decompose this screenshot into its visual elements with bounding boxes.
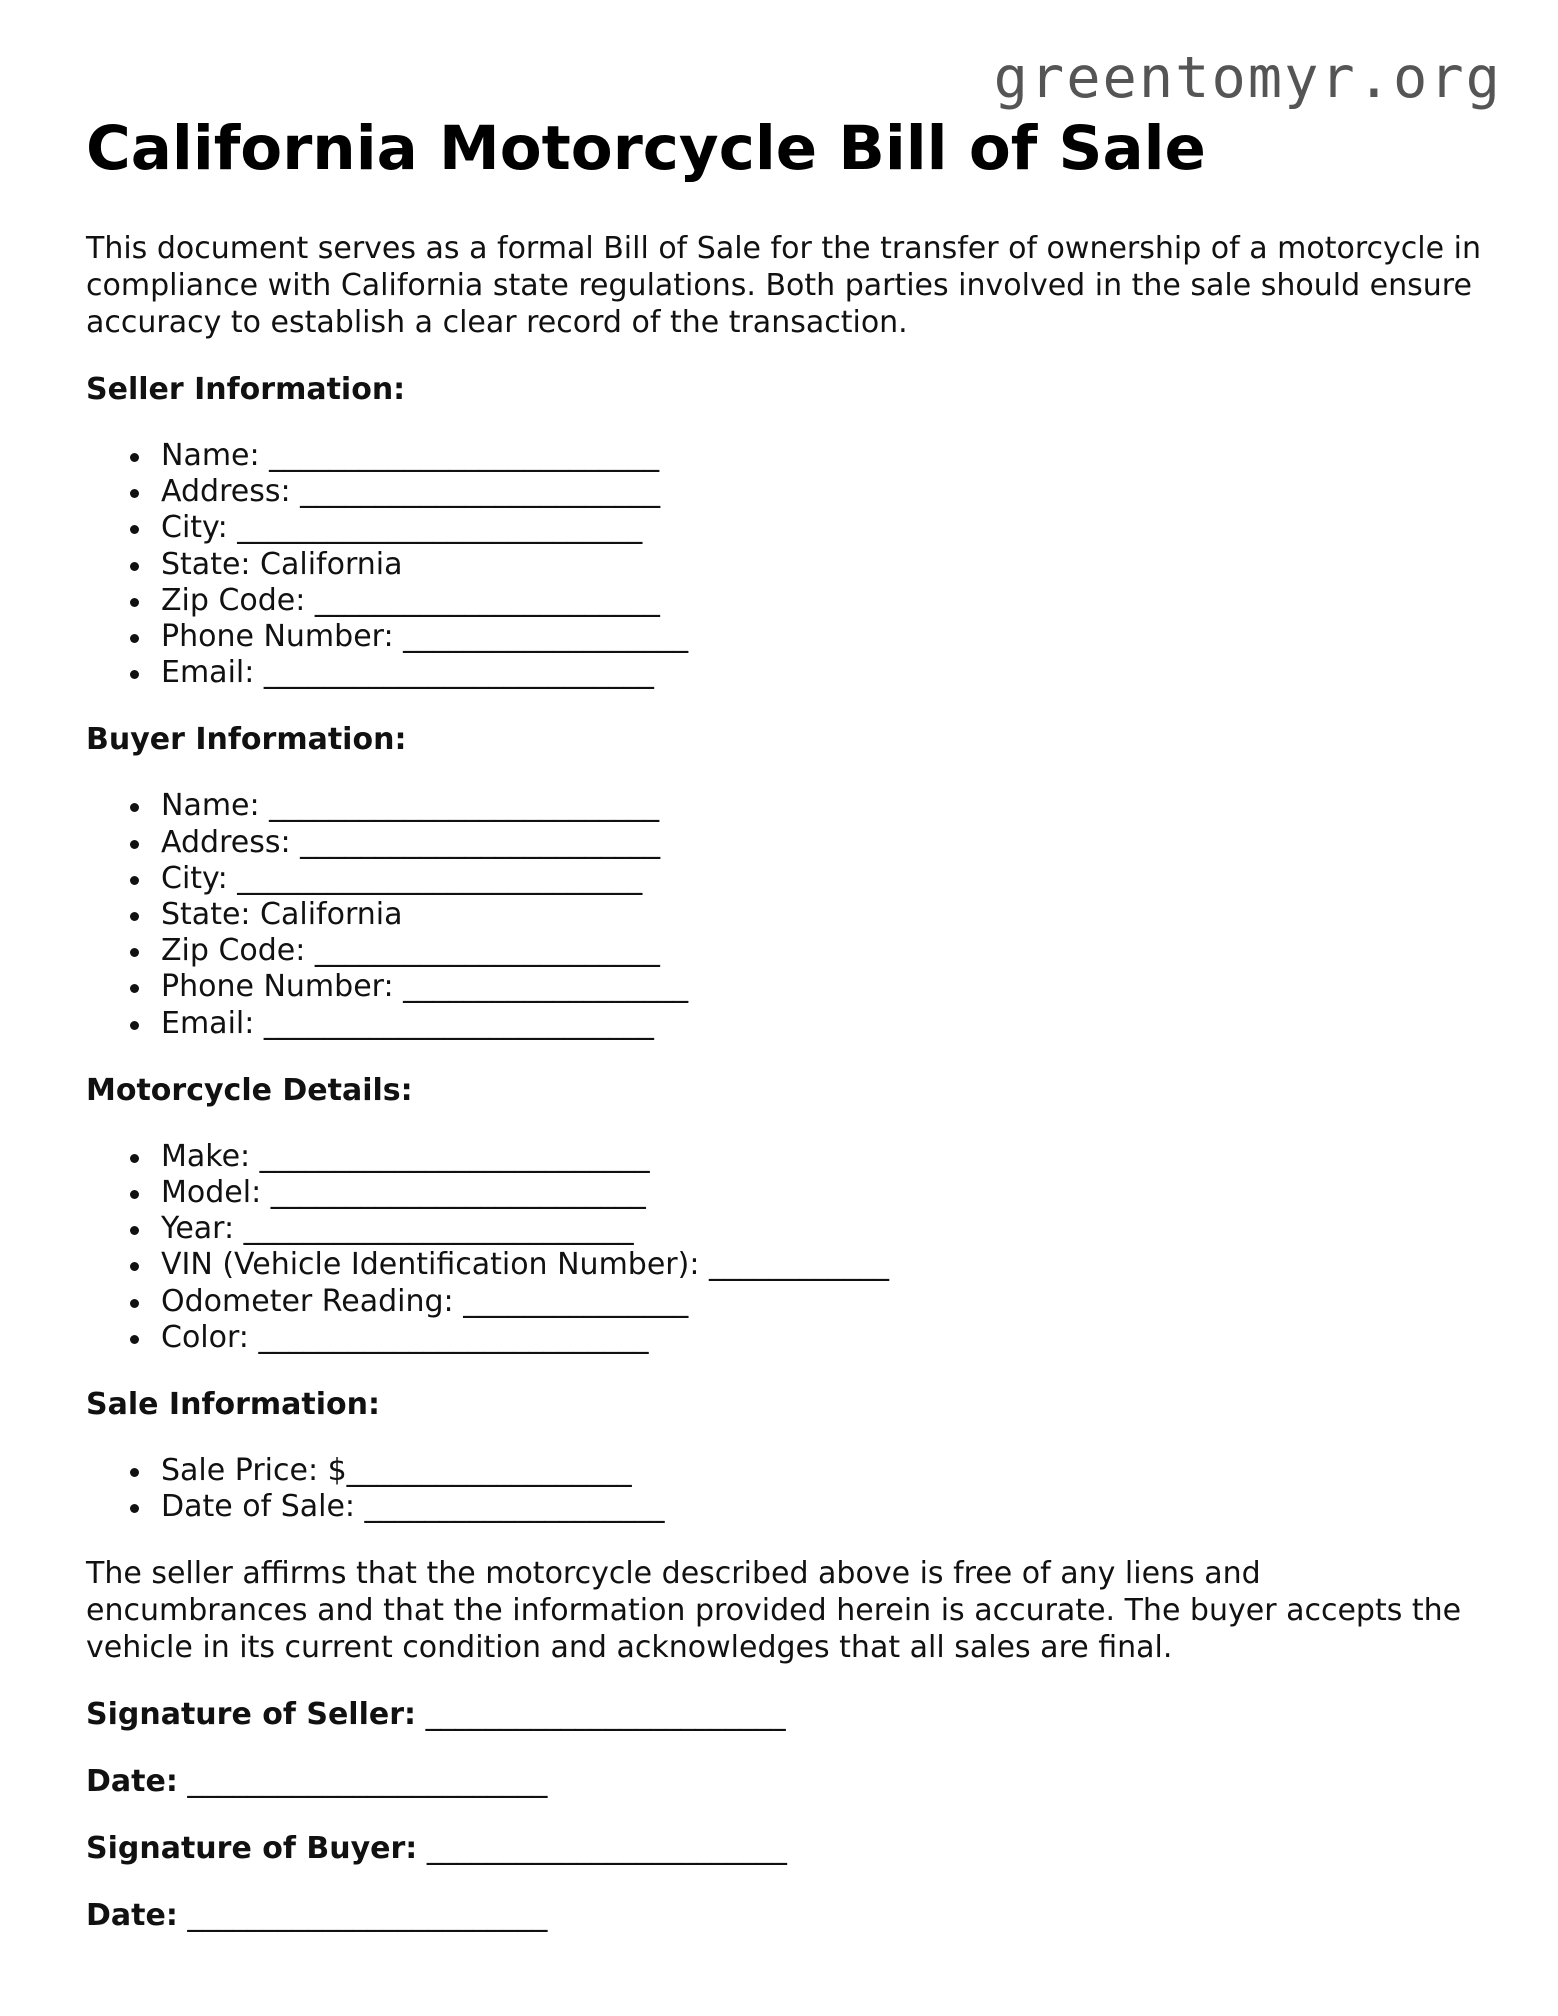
sale-section-heading: Sale Information: — [86, 1387, 380, 1423]
buyer-info-list — [86, 788, 1486, 1041]
closing-paragraph: The seller affirms that the motorcycle described above is free of any liens and encumbrances and that the information provided herein is accurate. The buyer accepts the vehicle in its current condition and acknowledges that all sales are final. — [86, 1556, 1462, 1666]
buyer-date-line[interactable] — [86, 1897, 1486, 1934]
sale-date-field[interactable]: Date of Sale: ____________________ — [161, 1489, 1486, 1525]
seller-date-blank[interactable]: ________________________ — [187, 1764, 548, 1800]
seller-zip-field[interactable]: Zip Code: _______________________ — [161, 583, 1486, 619]
seller-date-line[interactable] — [86, 1763, 1486, 1800]
motorcycle-model-field[interactable]: Model: _________________________ — [161, 1175, 1486, 1211]
seller-phone-field[interactable]: Phone Number: ___________________ — [161, 619, 1486, 655]
buyer-email-field[interactable]: Email: __________________________ — [161, 1006, 1486, 1042]
seller-signature-blank[interactable]: ________________________ — [425, 1697, 786, 1733]
seller-info-list — [86, 438, 1486, 691]
watermark: greentomyr.org — [993, 45, 1502, 111]
buyer-zip-field[interactable]: Zip Code: _______________________ — [161, 933, 1486, 969]
motorcycle-vin-field[interactable]: VIN (Vehicle Identification Number): ____________ — [161, 1247, 1486, 1283]
page-title: California Motorcycle Bill of Sale — [86, 113, 1206, 184]
seller-signature-line[interactable] — [86, 1696, 1486, 1733]
buyer-name-field[interactable]: Name: __________________________ — [161, 788, 1486, 824]
buyer-signature-blank[interactable]: ________________________ — [426, 1831, 787, 1867]
buyer-city-field[interactable]: City: ___________________________ — [161, 861, 1486, 897]
buyer-date-blank[interactable]: ________________________ — [187, 1898, 548, 1934]
seller-date-label: Date: — [86, 1764, 178, 1800]
sale-price-field[interactable]: Sale Price: $___________________ — [161, 1453, 1486, 1489]
seller-section-heading: Seller Information: — [86, 372, 406, 407]
buyer-address-field[interactable]: Address: ________________________ — [161, 825, 1486, 861]
seller-signature-label: Signature of Seller: — [86, 1697, 417, 1733]
seller-name-field[interactable]: Name: __________________________ — [161, 438, 1486, 474]
motorcycle-section-heading: Motorcycle Details: — [86, 1072, 413, 1108]
intro-paragraph: This document serves as a formal Bill of Sale for the transfer of ownership of a motorcycle in compliance with California state regulations. Both parties involved in the sale should ensure accuracy to establish a clear record of the transaction. — [86, 231, 1481, 340]
document-page — [86, 108, 1486, 1934]
motorcycle-make-field[interactable]: Make: __________________________ — [161, 1139, 1486, 1175]
buyer-section-heading: Buyer Information: — [86, 722, 407, 758]
seller-city-field[interactable]: City: ___________________________ — [161, 510, 1486, 546]
seller-state-field: State: California — [161, 547, 1486, 583]
buyer-signature-label: Signature of Buyer: — [86, 1831, 418, 1867]
seller-address-field[interactable]: Address: ________________________ — [161, 474, 1486, 510]
motorcycle-color-field[interactable]: Color: __________________________ — [161, 1320, 1486, 1356]
buyer-phone-field[interactable]: Phone Number: ___________________ — [161, 969, 1486, 1005]
motorcycle-odometer-field[interactable]: Odometer Reading: _______________ — [161, 1284, 1486, 1320]
buyer-signature-line[interactable] — [86, 1830, 1486, 1867]
buyer-date-label: Date: — [86, 1898, 178, 1934]
sale-info-list — [86, 1453, 1486, 1525]
buyer-state-field: State: California — [161, 897, 1486, 933]
seller-email-field[interactable]: Email: __________________________ — [161, 655, 1486, 691]
motorcycle-year-field[interactable]: Year: __________________________ — [161, 1211, 1486, 1247]
motorcycle-details-list — [86, 1139, 1486, 1356]
